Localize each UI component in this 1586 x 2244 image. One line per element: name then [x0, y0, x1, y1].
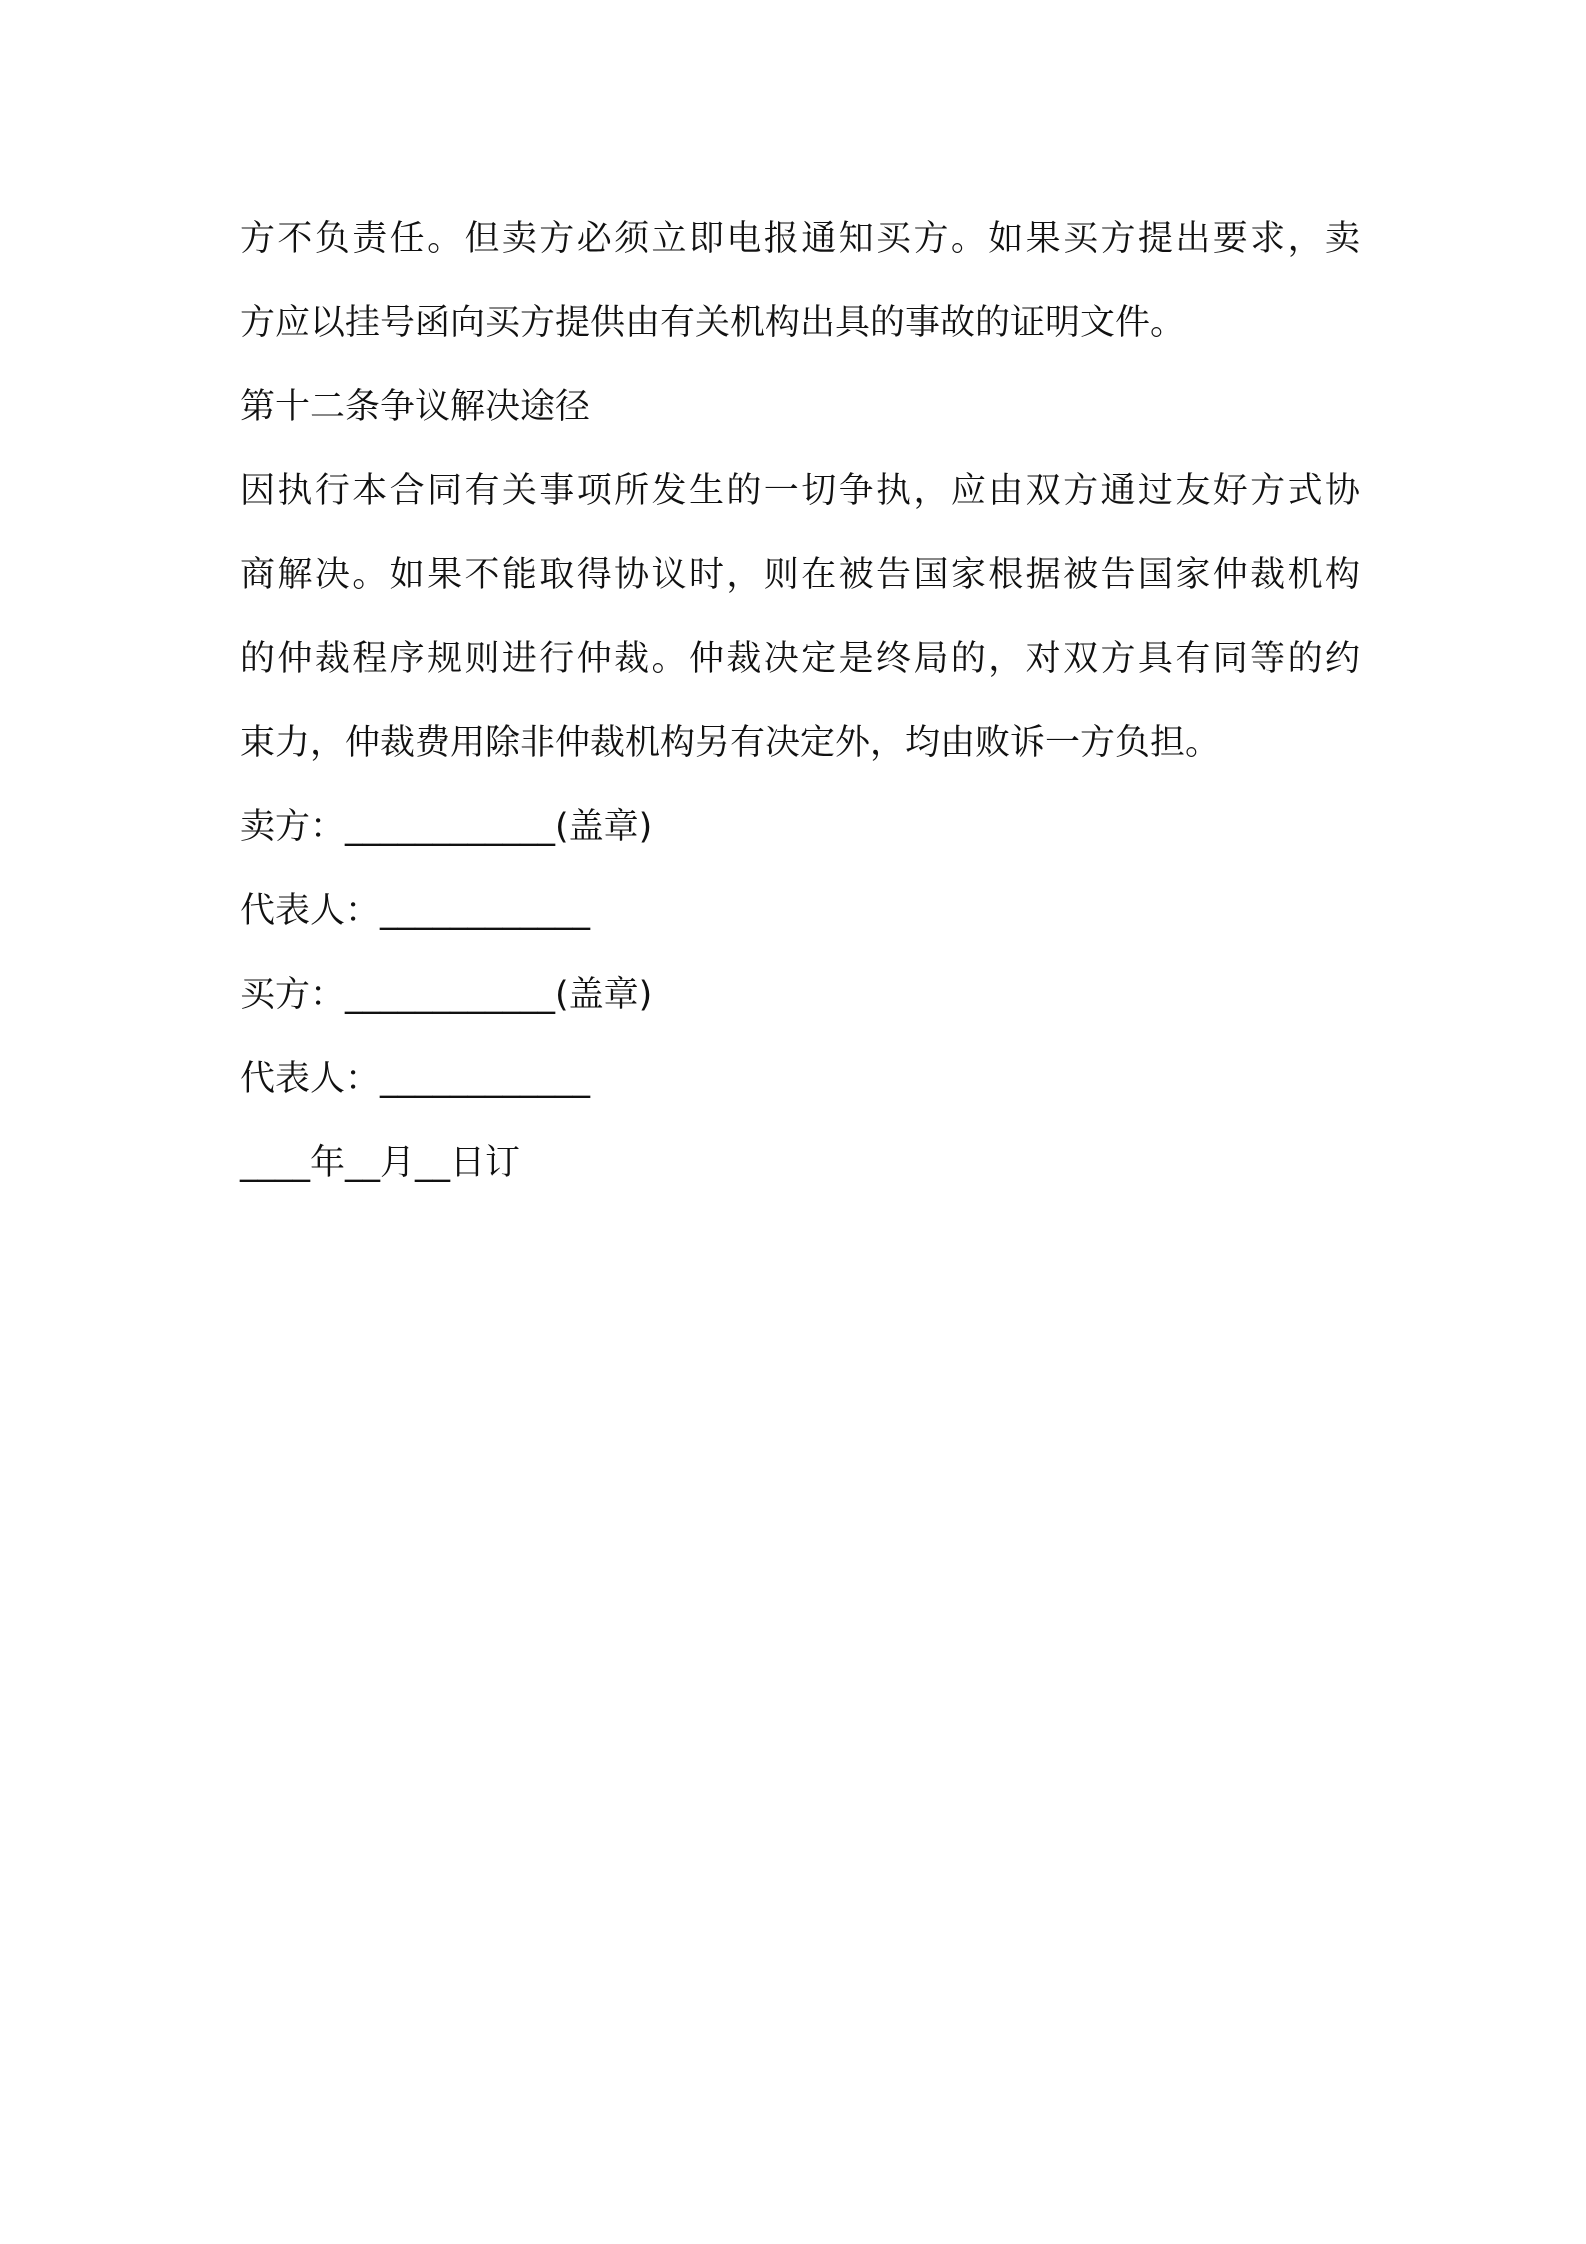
- buyer-signature-line: 买方：____________(盖章): [240, 975, 653, 1015]
- buyer-representative-line: 代表人：____________: [240, 1059, 591, 1099]
- signing-date-line: ____年__月__日订: [240, 1143, 521, 1183]
- paragraph-line: 商解决。如果不能取得协议时，则在被告国家根据被告国家仲裁机构: [240, 555, 1360, 595]
- seller-representative-line: 代表人：____________: [240, 891, 591, 931]
- paragraph-line: 因执行本合同有关事项所发生的一切争执，应由双方通过友好方式协: [240, 471, 1360, 511]
- paragraph-line: 方不负责任。但卖方必须立即电报通知买方。如果买方提出要求，卖: [240, 219, 1360, 259]
- paragraph-line: 束力，仲裁费用除非仲裁机构另有决定外，均由败诉一方负担。: [240, 723, 1221, 763]
- paragraph-line: 的仲裁程序规则进行仲裁。仲裁决定是终局的，对双方具有同等的约: [240, 639, 1360, 679]
- seller-signature-line: 卖方：____________(盖章): [240, 807, 653, 847]
- document-body: [240, 197, 1360, 1205]
- paragraph-line: 方应以挂号函向买方提供由有关机构出具的事故的证明文件。: [240, 303, 1186, 343]
- section-heading: 第十二条争议解决途径: [240, 387, 591, 427]
